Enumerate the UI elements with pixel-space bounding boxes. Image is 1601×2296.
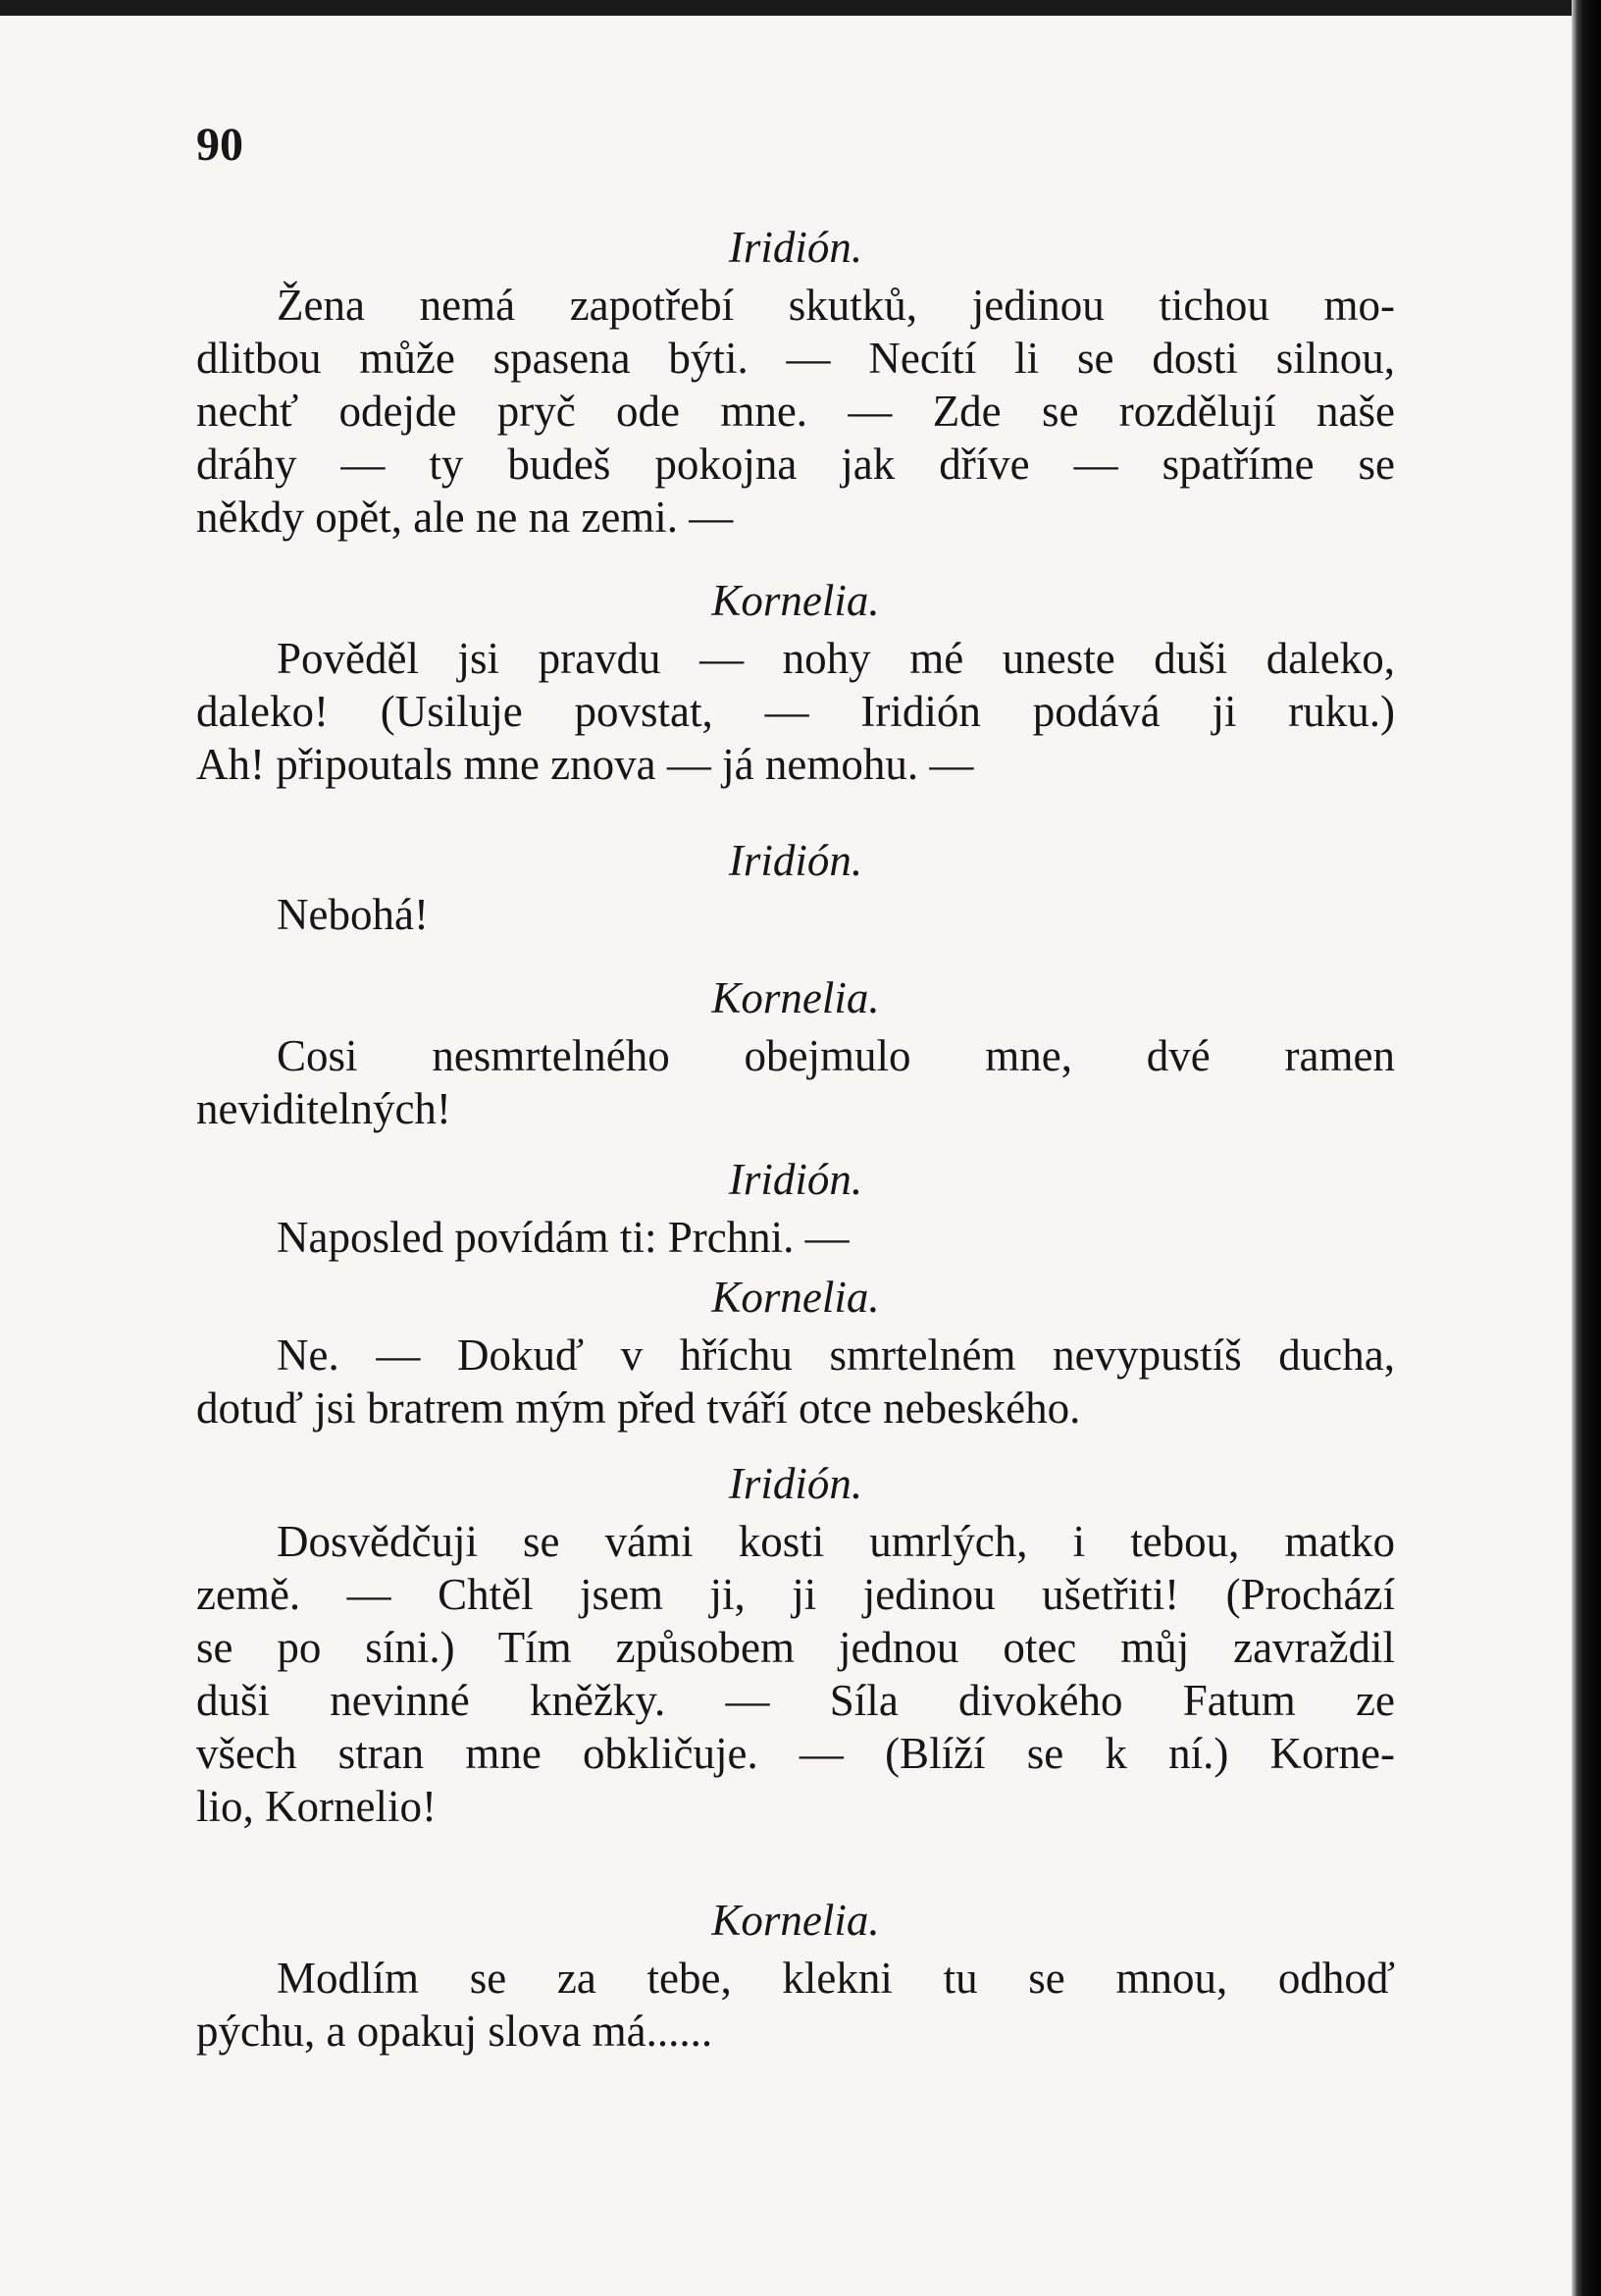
- dialogue-block-kornelia-1: [196, 569, 1395, 791]
- text-line: Modlím se za tebe, klekni tu se mnou, odhoď: [277, 1954, 1395, 2003]
- speaker-name: Iridión.: [728, 1155, 863, 1204]
- dialogue-block-kornelia-2: [196, 966, 1395, 1135]
- text-line: Pověděl jsi pravdu — nohy mé uneste duši daleko,: [277, 634, 1395, 683]
- text-line: duši nevinné kněžky. — Síla divokého Fatum ze: [196, 1676, 1395, 1725]
- dialogue-block-iridion-3: [196, 1148, 1395, 1264]
- text-line: Naposled povídám ti: Prchni. —: [277, 1213, 850, 1262]
- book-page: [196, 98, 1395, 2198]
- text-line: Dosvědčuji se vámi kosti umrlých, i tebou, matko: [277, 1517, 1395, 1566]
- text-line: nechť odejde pryč ode mne. — Zde se rozdělují naše: [196, 387, 1395, 436]
- text-line: dráhy — ty budeš pokojna jak dříve — spatříme se: [196, 440, 1395, 489]
- text-line: dlitbou může spasena býti. — Necítí li se dosti silnou,: [196, 334, 1395, 383]
- text-line: Ne. — Dokuď v hříchu smrtelném nevypustíš ducha,: [277, 1331, 1395, 1380]
- speaker-name: Iridión.: [728, 223, 863, 272]
- text-line: někdy opět, ale ne na zemi. —: [196, 493, 734, 542]
- page-number: 90: [196, 119, 243, 171]
- speaker-name: Kornelia.: [711, 1273, 880, 1322]
- scan-edge-right: [1572, 0, 1601, 2296]
- speaker-name: Kornelia.: [711, 1896, 880, 1945]
- speaker-name: Kornelia.: [711, 576, 880, 625]
- dialogue-block-kornelia-4: [196, 1889, 1395, 2058]
- text-line: Žena nemá zapotřebí skutků, jedinou tichou mo-: [277, 281, 1395, 330]
- dialogue-block-kornelia-3: [196, 1266, 1395, 1435]
- text-line: Cosi nesmrtelného obejmulo mne, dvé ramen: [277, 1031, 1395, 1080]
- speaker-name: Kornelia.: [711, 973, 880, 1022]
- dialogue-block-iridion-1: [196, 216, 1395, 544]
- speaker-name: Iridión.: [728, 1459, 863, 1508]
- text-line: Nebohá!: [277, 890, 429, 939]
- text-line: všech stran mne obkličuje. — (Blíží se k ní.) Korne-: [196, 1729, 1395, 1778]
- text-line: země. — Chtěl jsem ji, ji jedinou ušetřiti! (Prochází: [196, 1570, 1395, 1619]
- text-line: daleko! (Usiluje povstat, — Iridión podává ji ruku.): [196, 687, 1395, 736]
- text-line: pýchu, a opakuj slova má......: [196, 2007, 713, 2056]
- text-line: dotuď jsi bratrem mým před tváří otce nebeského.: [196, 1383, 1081, 1433]
- scan-border-top: [0, 0, 1601, 16]
- text-line: lio, Kornelio!: [196, 1782, 437, 1831]
- dialogue-block-iridion-4: [196, 1452, 1395, 1833]
- text-line: neviditelných!: [196, 1084, 451, 1133]
- text-line: se po síni.) Tím způsobem jednou otec můj zavraždil: [196, 1623, 1395, 1672]
- speaker-name: Iridión.: [728, 836, 863, 885]
- text-line: Ah! připoutals mne znova — já nemohu. —: [196, 740, 974, 789]
